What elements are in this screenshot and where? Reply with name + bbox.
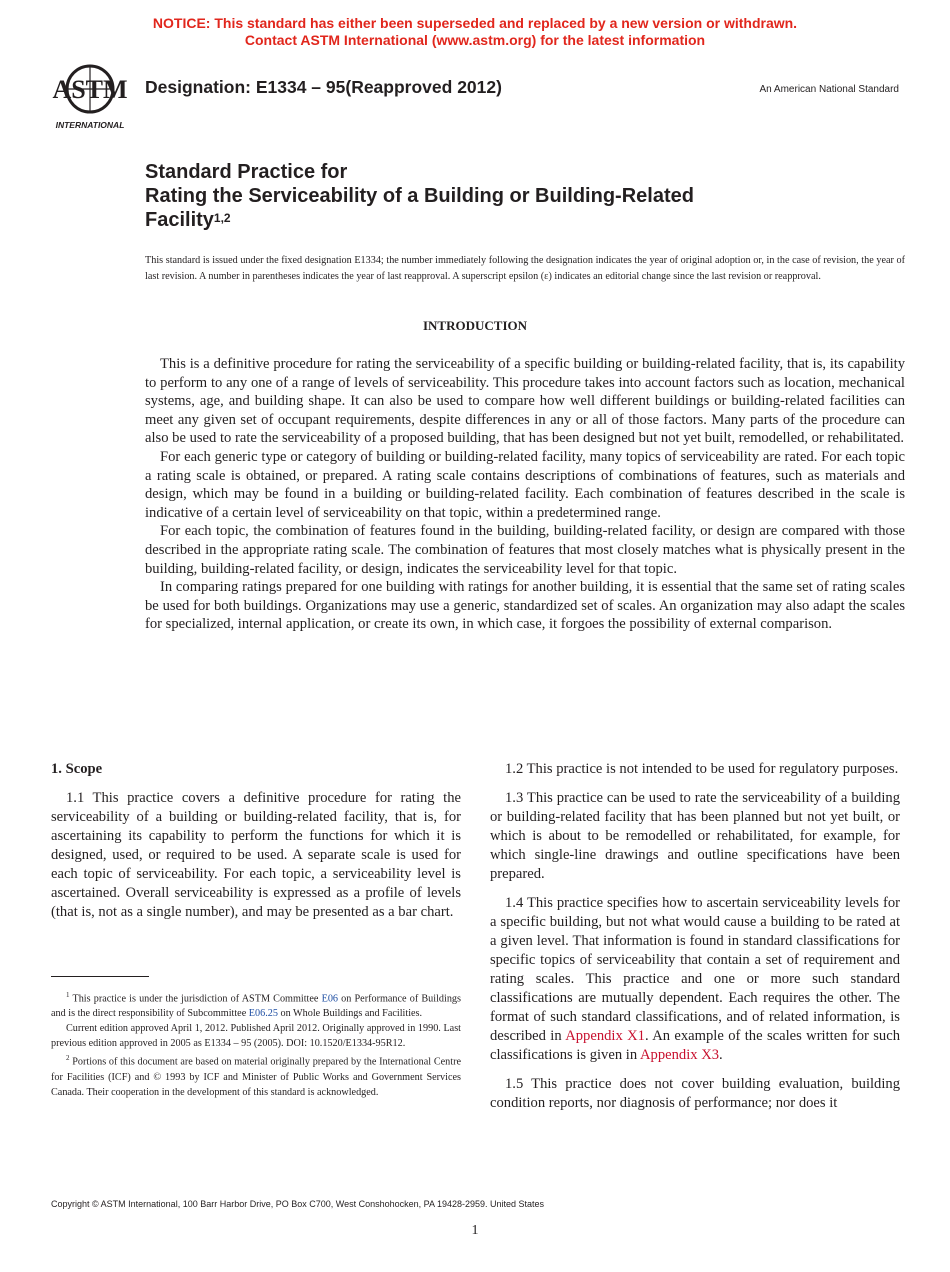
footnote-2: $^2$ Portions of this document are based on material originally prepared by the International Centre for Facilities (ICF) and © 1993 by ICF and Minister of Public Works and Government Services Canada. Their cooperation in the development of this standard is acknowledged. [51, 1054, 461, 1098]
issued-note: This standard is issued under the fixed designation E1334; the number immediately following the designation indicates the year of original adoption or, in the case of revision, the year of last revision. A number in parentheses indicates the year of last reapproval. A superscript epsilon (ε) indicates an editorial change since the last revision or reapproval. [145, 255, 905, 282]
footnote-divider [51, 976, 149, 977]
national-standard-label: An American National Standard [759, 84, 899, 95]
clause-1-3: 1.3 This practice can be used to rate the serviceability of a building or building-related facility that has been planned but not yet built, or which is about to be remodelled or rehabilitated, for example, for which single-line drawings and outline specifications have been prepared. [490, 790, 900, 882]
introduction-heading: INTRODUCTION [422, 318, 527, 333]
notice-line-2: Contact ASTM International (www.astm.org) for the latest information [244, 32, 706, 48]
title-footnote-ref[interactable]: 1,2 [213, 211, 231, 225]
footnote-1: $^1$ This practice is under the jurisdiction of ASTM Committee E06 on Performance of Buildings and is the direct responsibility of Subcommittee E06.25 on Whole Buildings and Facilities. [51, 991, 461, 1020]
copyright: Copyright © ASTM International, 100 Barr Harbor Drive, PO Box C700, West Conshohocken, PA 19428-2959. United States [51, 1199, 545, 1209]
astm-logo-icon [52, 58, 136, 132]
document-title [145, 160, 845, 232]
page-number: 1 [471, 1223, 479, 1238]
logo-wordmark: INTERNATIONAL [55, 120, 125, 130]
withdrawal-notice [0, 15, 950, 49]
introduction-body [145, 355, 905, 634]
title-line-3: Facility$^{1,2}$ [145, 209, 231, 231]
appendix-x3-link[interactable]: Appendix X3 [639, 1047, 720, 1063]
title-line-2: Rating the Serviceability of a Building or Building-Related [145, 185, 694, 207]
left-column [51, 760, 461, 932]
designation: Designation: E1334 – 95(Reapproved 2012) [145, 77, 502, 97]
committee-e06-link[interactable]: E06 [321, 993, 339, 1005]
notice-line-1: NOTICE: This standard has either been superseded and replaced by a new version or withdrawn. [152, 15, 798, 31]
svg-text:ASTM: ASTM [52, 75, 128, 104]
clause-1-4: 1.4 This practice specifies how to ascertain serviceability levels for a specific building, but not what would cause a building to be rated at a given level. That information is found in standard classifications for specific topics of serviceability that contain a set of requirement and rating scales. This practice and one or more such standard classifications are mutually dependent. Each requires the other. The format of such standard classifications, and of related information, is described in Appendix X1. An example of the scales written for such classifications is given in Appendix X3. [490, 895, 901, 1063]
right-column [490, 760, 900, 1123]
clause-1-1: 1.1 This practice covers a definitive procedure for rating the serviceability of a building or building-related facility, that is, for ascertaining its capability to perform the functions for which it is designed, used, or required to be used. A separate scale is used for each topic of serviceability. For each topic, a serviceability level is ascertained. Overall serviceability is expressed as a profile of levels (that is, not as a single number), and may be presented as a bar chart. [51, 790, 461, 920]
intro-paragraph: For each generic type or category of building or building-related facility, many topics of serviceability are rated. For each topic a rating scale is obtained, or prepared. A rating scale contains descriptions of combinations of features, such as materials and design, which may be found in a building or building-related facility. Each combination of features described in the scale is indicative of a certain level of serviceability on that topic, within a predetermined range. [145, 448, 905, 521]
title-line-1: Standard Practice for [145, 161, 348, 183]
intro-paragraph: This is a definitive procedure for rating the serviceability of a specific building or building-related facility, that is, its capability to perform to any one of a range of levels of serviceability. This procedure takes into account factors such as location, mechanical systems, age, and building shape. It can also be used to compare how well different buildings or building-related facilities can meet any given set of occupant requirements, despite differences in any or all of those factors. Many parts of the procedure can also be used to rate the serviceability of a proposed building, that has been designed but not yet built, remodelled, or rehabilitated. [145, 356, 905, 447]
edition-note: Current edition approved April 1, 2012. Published April 2012. Originally approved in 1990. Last previous edition approved in 2005 as E1334 – 95 (2005). DOI: 10.1520/E1334-95R12. [51, 1023, 461, 1050]
clause-1-5: 1.5 This practice does not cover building evaluation, building condition reports, nor diagnosis of performance; nor does it [490, 1076, 900, 1111]
scope-heading: 1. Scope [51, 761, 103, 777]
subcommittee-e06-25-link[interactable]: E06.25 [248, 1008, 278, 1020]
appendix-x1-link[interactable]: Appendix X1 [565, 1028, 645, 1044]
intro-paragraph: For each topic, the combination of features found in the building, building-related facility, or design are compared with those described in the appropriate rating scale. The combination of features that most closely matches what is physically present in the building, building-related facility, or design, indicates the serviceability level for that topic. [145, 523, 905, 577]
intro-paragraph: In comparing ratings prepared for one building with ratings for another building, it is essential that the same set of rating scales be used for both buildings. Organizations may use a generic, standardized set of scales. An organization may also adapt the scales for specialized, internal application, or create its own, in which case, it forgoes the possibility of external comparison. [145, 579, 905, 633]
clause-1-2: 1.2 This practice is not intended to be used for regulatory purposes. [505, 761, 899, 777]
footnotes [51, 988, 461, 1100]
